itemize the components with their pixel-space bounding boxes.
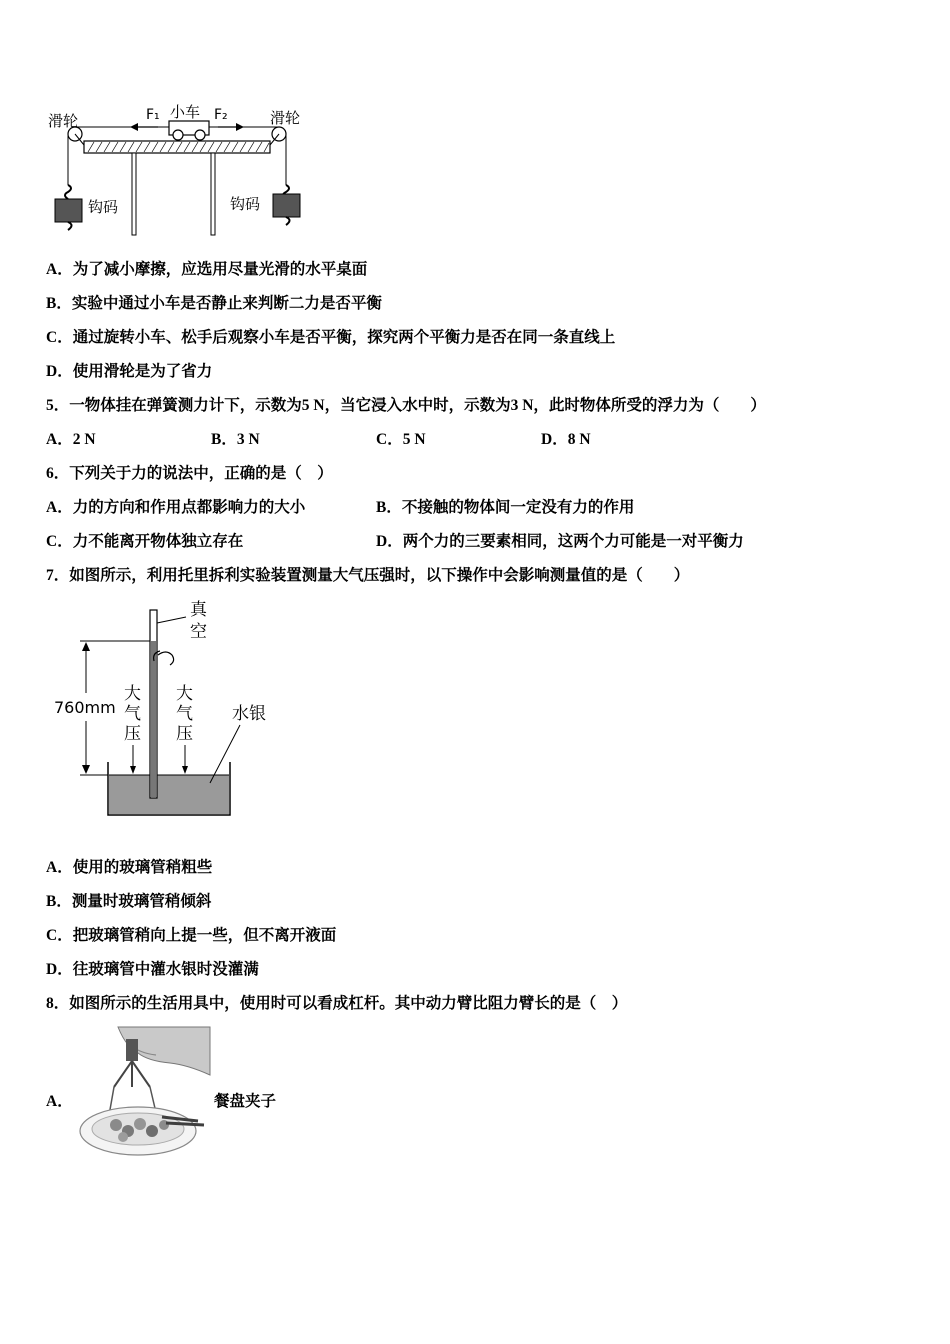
label-pulley-right: 滑轮: [270, 109, 301, 127]
q6-stem: 6．下列关于力的说法中，正确的是（ ）: [46, 465, 333, 482]
label-pressure-right-3: 压: [176, 724, 193, 744]
plate-clamp-photo: [78, 1025, 213, 1165]
label-vacuum-1: 真: [190, 600, 207, 620]
q7-option-c: C．把玻璃管稍向上提一些，但不离开液面: [46, 927, 337, 944]
q8-stem: 8．如图所示的生活用具中，使用时可以看成杠杆。其中动力臂比阻力臂长的是（ ）: [46, 995, 628, 1012]
label-cart: 小车: [170, 103, 201, 121]
q5-option-a: A．2 N: [46, 431, 96, 448]
label-weight-left: 钩码: [88, 198, 119, 216]
q6-option-b: B．不接触的物体间一定没有力的作用: [376, 499, 635, 516]
label-f2: F₂: [214, 107, 228, 123]
q7-option-d: D．往玻璃管中灌水银时没灌满: [46, 961, 259, 978]
figure-plate-clamp: [78, 1025, 213, 1165]
q7-stem: 7．如图所示，利用托里拆利实验装置测量大气压强时，以下操作中会影响测量值的是（ ）: [46, 567, 690, 584]
label-mercury: 水银: [232, 704, 266, 724]
q7-option-b: B．测量时玻璃管稍倾斜: [46, 893, 212, 910]
q8-option-a-caption: 餐盘夹子: [214, 1093, 277, 1110]
q4-option-d: D．使用滑轮是为了省力: [46, 363, 213, 380]
label-pressure-left-2: 气: [124, 704, 141, 724]
label-f1: F₁: [146, 107, 160, 123]
q6-option-c: C．力不能离开物体独立存在: [46, 533, 244, 550]
table-top: [84, 141, 270, 153]
q7-option-a: A．使用的玻璃管稍粗些: [46, 859, 213, 876]
q5-stem: 5．一物体挂在弹簧测力计下，示数为5 N，当它浸入水中时，示数为3 N，此时物体所受的浮力为（ ）: [46, 397, 766, 414]
figure-cart-pulley: [40, 95, 320, 240]
mercury-column: [151, 641, 156, 797]
weight-right: [273, 194, 300, 217]
q4-option-c: C．通过旋转小车、松手后观察小车是否平衡，探究两个平衡力是否在同一条直线上: [46, 329, 616, 346]
clamp-grip: [126, 1039, 138, 1061]
label-pressure-right-2: 气: [176, 704, 193, 724]
label-pressure-left-1: 大: [124, 684, 141, 704]
q4-option-b: B．实验中通过小车是否静止来判断二力是否平衡: [46, 295, 382, 312]
q5-option-c: C．5 N: [376, 431, 426, 448]
cart-pulley-diagram: [40, 95, 320, 240]
label-pulley-left: 滑轮: [48, 112, 79, 130]
table-leg-right: [211, 153, 215, 235]
weight-left: [55, 199, 82, 222]
table-leg-left: [132, 153, 136, 235]
torricelli-diagram: [50, 595, 290, 825]
label-weight-right: 钩码: [230, 195, 261, 213]
q8-option-a-letter: A．: [46, 1093, 73, 1110]
q5-option-b: B．3 N: [211, 431, 260, 448]
label-vacuum-2: 空: [190, 622, 207, 642]
label-height: 760mm: [54, 698, 116, 717]
figure-torricelli: [50, 595, 290, 825]
label-pressure-right-1: 大: [176, 684, 193, 704]
q5-option-d: D．8 N: [541, 431, 591, 448]
label-pressure-left-3: 压: [124, 724, 141, 744]
q6-option-d: D．两个力的三要素相同，这两个力可能是一对平衡力: [376, 533, 744, 550]
q4-option-a: A．为了减小摩擦，应选用尽量光滑的水平桌面: [46, 261, 368, 278]
q6-option-a: A．力的方向和作用点都影响力的大小: [46, 499, 306, 516]
